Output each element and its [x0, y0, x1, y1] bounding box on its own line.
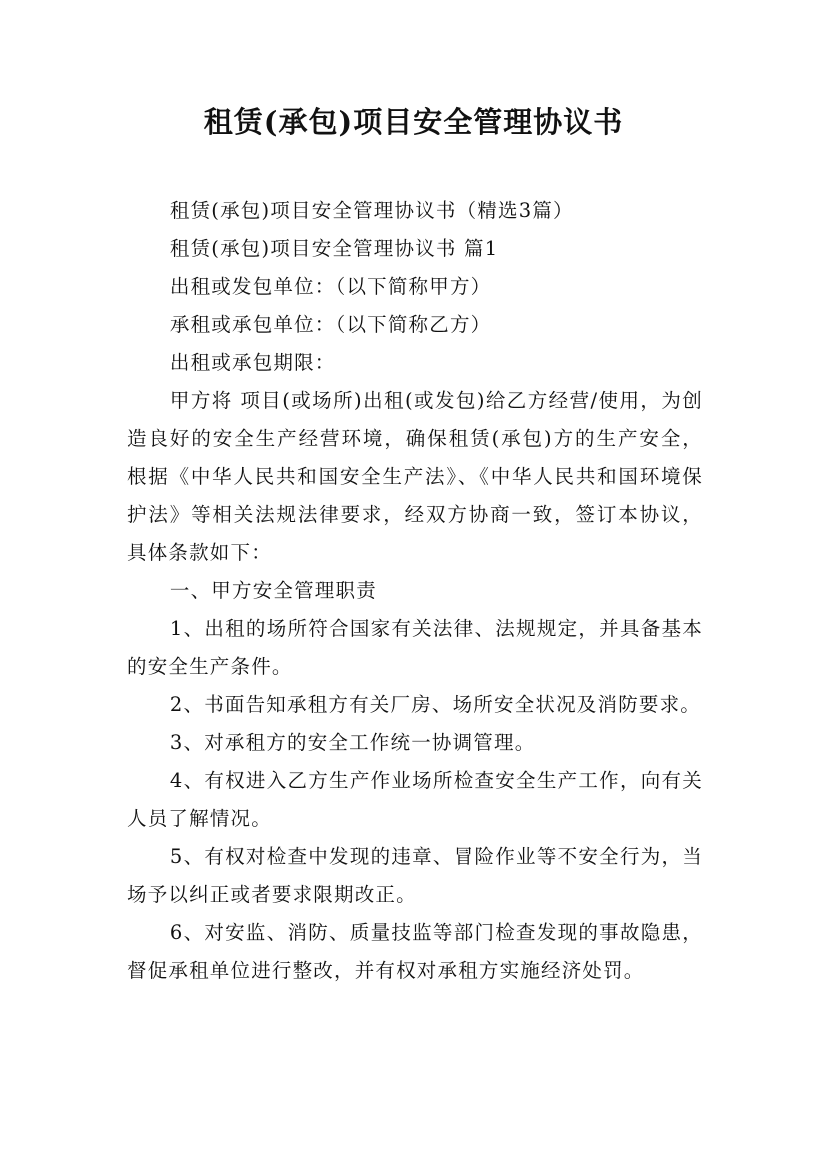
paragraph-clause-3: 3、对承租方的安全工作统一协调管理。: [169, 731, 536, 754]
paragraph-subtitle: 租赁(承包)项目安全管理协议书（精选3篇）: [169, 199, 574, 222]
paragraph-intro: 甲方将 项目(或场所)出租(或发包)给乙方经营/使用，为创造良好的安全生产经营环境，确保租赁(承包)方的生产安全，根据《中华人民共和国安全生产法》、《中华人民共和国环境保护法》等相关法规法律要求，经双方协商一致，签订本协议，具体条款如下：: [127, 389, 703, 564]
paragraph-clause-5: 5、有权对检查中发现的违章、冒险作业等不安全行为，当场予以纠正或者要求限期改正。: [127, 845, 703, 906]
document-body: [127, 192, 703, 990]
paragraph-section-heading: 租赁(承包)项目安全管理协议书 篇1: [169, 237, 499, 260]
paragraph-clause-4: 4、有权进入乙方生产作业场所检查安全生产工作，向有关人员了解情况。: [127, 769, 703, 830]
paragraph-lessee: 承租或承包单位：（以下简称乙方）: [169, 313, 492, 336]
paragraph-lessor: 出租或发包单位：（以下简称甲方）: [169, 275, 492, 298]
document-title: 租赁(承包)项目安全管理协议书: [203, 105, 624, 139]
paragraph-clause-1: 1、出租的场所符合国家有关法律、法规规定，并具备基本的安全生产条件。: [127, 617, 703, 678]
paragraph-clause-6: 6、对安监、消防、质量技监等部门检查发现的事故隐患，督促承租单位进行整改，并有权对承租方实施经济处罚。: [127, 921, 703, 982]
paragraph-term: 出租或承包期限：: [169, 351, 336, 374]
paragraph-party-a-duties-heading: 一、甲方安全管理职责: [169, 579, 377, 602]
paragraph-clause-2: 2、书面告知承租方有关厂房、场所安全状况及消防要求。: [169, 693, 701, 716]
